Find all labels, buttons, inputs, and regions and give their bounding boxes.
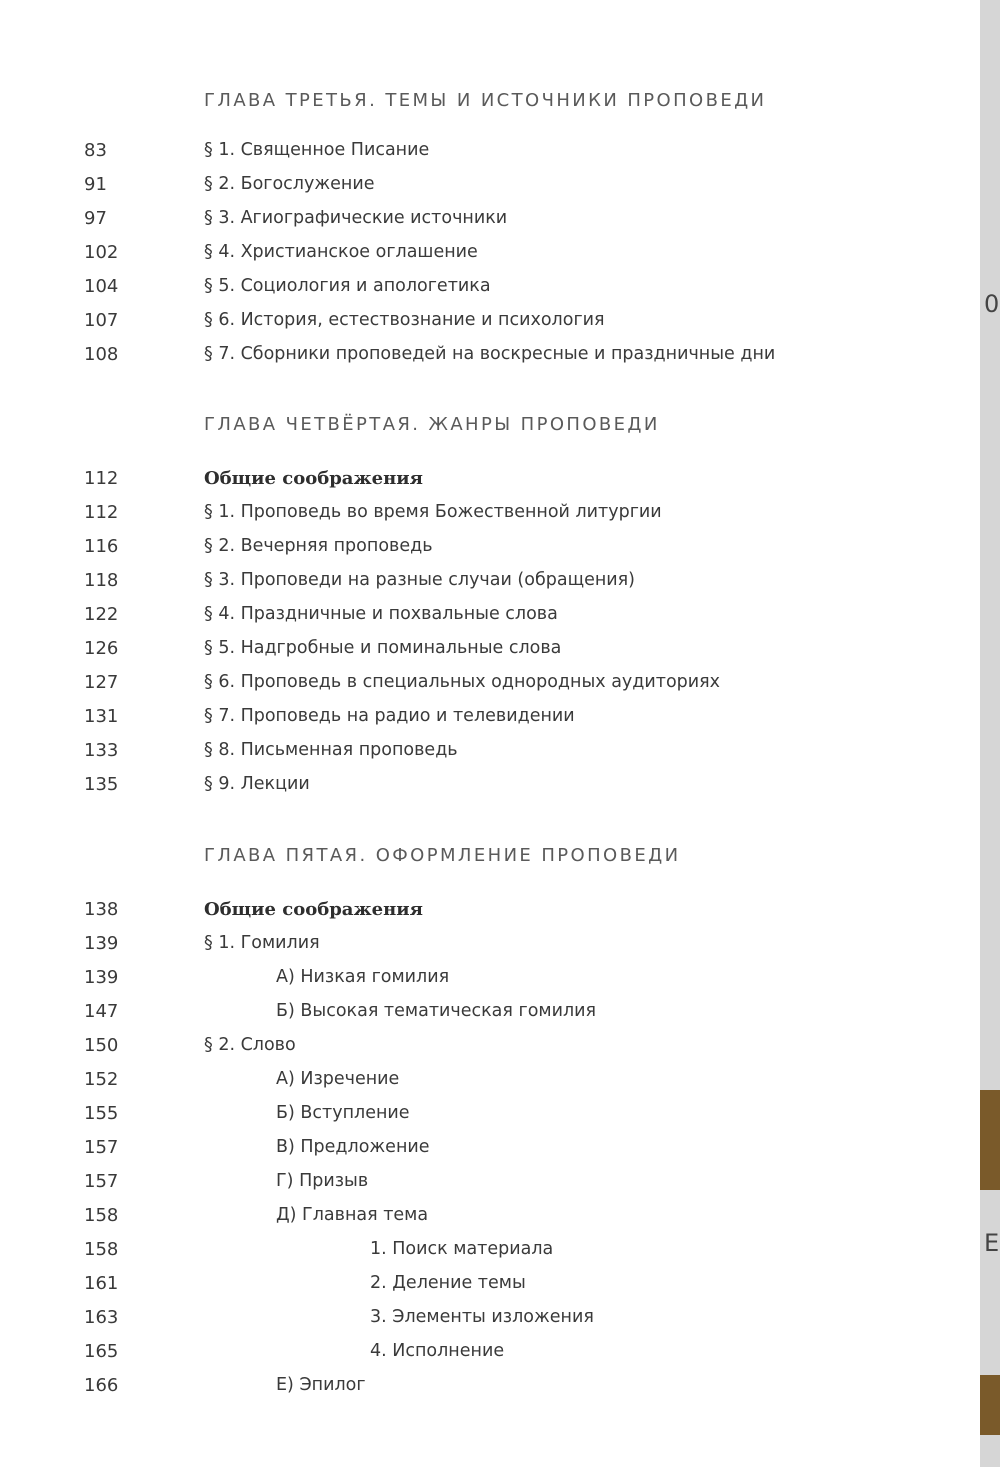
- toc-entry-title: § 2. Вечерняя проповедь: [204, 536, 433, 556]
- toc-entry[interactable]: [0, 468, 980, 502]
- toc-page-number: 152: [84, 1069, 119, 1090]
- toc-entry[interactable]: [0, 276, 980, 310]
- toc-page-number: 155: [84, 1103, 119, 1124]
- toc-entry[interactable]: [0, 1273, 980, 1307]
- toc-entry[interactable]: [0, 310, 980, 344]
- toc-page-number: 112: [84, 468, 119, 489]
- toc-entry-title: Общие соображения: [204, 899, 423, 920]
- toc-page-number: 102: [84, 242, 119, 263]
- toc-entry[interactable]: [0, 208, 980, 242]
- toc-entry-title: § 3. Проповеди на разные случаи (обращения): [204, 570, 636, 590]
- toc-entry[interactable]: [0, 740, 980, 774]
- toc-page-number: 138: [84, 899, 119, 920]
- toc-entry-title: Г) Призыв: [276, 1171, 369, 1191]
- toc-entry[interactable]: [0, 1307, 980, 1341]
- toc-entry-title: А) Низкая гомилия: [276, 967, 450, 987]
- toc-entry-title: Д) Главная тема: [276, 1205, 429, 1225]
- side-panel-strip[interactable]: [980, 0, 1000, 1467]
- toc-entry[interactable]: [0, 933, 980, 967]
- toc-page-number: 139: [84, 933, 119, 954]
- toc-entry-title: § 4. Христианское оглашение: [204, 242, 478, 262]
- side-panel-glyph: 0: [984, 290, 1000, 318]
- toc-entry-title: § 6. История, естествознание и психология: [204, 310, 605, 330]
- toc-entry-title: § 7. Сборники проповедей на воскресные и праздничные дни: [204, 344, 776, 364]
- toc-entry-title: § 6. Проповедь в специальных однородных аудиториях: [204, 672, 721, 692]
- toc-entry-title: 3. Элементы изложения: [370, 1307, 594, 1327]
- toc-entry[interactable]: [0, 1035, 980, 1069]
- toc-entry[interactable]: [0, 672, 980, 706]
- toc-entry[interactable]: [0, 706, 980, 740]
- toc-entry[interactable]: [0, 1375, 980, 1409]
- toc-entry-title: § 9. Лекции: [204, 774, 310, 794]
- toc-entry-title: А) Изречение: [276, 1069, 400, 1089]
- toc-entry[interactable]: [0, 1171, 980, 1205]
- toc-page-number: 97: [84, 208, 107, 229]
- toc-page-number: 108: [84, 344, 119, 365]
- toc-entry[interactable]: [0, 1069, 980, 1103]
- toc-entry[interactable]: [0, 604, 980, 638]
- toc-entry-title: 4. Исполнение: [370, 1341, 505, 1361]
- toc-page-number: 118: [84, 570, 119, 591]
- toc-page-number: 157: [84, 1171, 119, 1192]
- toc-entry-title: § 5. Надгробные и поминальные слова: [204, 638, 562, 658]
- toc-entry[interactable]: [0, 1205, 980, 1239]
- side-panel-fragment: [980, 290, 1000, 320]
- toc-page-number: 158: [84, 1239, 119, 1260]
- toc-page-number: 158: [84, 1205, 119, 1226]
- toc-entry[interactable]: [0, 570, 980, 604]
- side-panel-fragment: [980, 1225, 1000, 1265]
- toc-entry-title: 1. Поиск материала: [370, 1239, 554, 1259]
- toc-entry[interactable]: [0, 344, 980, 378]
- toc-entry[interactable]: [0, 1103, 980, 1137]
- toc-entry-title: § 2. Слово: [204, 1035, 296, 1055]
- toc-entry-title: Общие соображения: [204, 468, 423, 489]
- toc-page-number: 135: [84, 774, 119, 795]
- toc-entry[interactable]: [0, 140, 980, 174]
- toc-page-number: 116: [84, 536, 119, 557]
- toc-page-number: 166: [84, 1375, 119, 1396]
- toc-page-number: 157: [84, 1137, 119, 1158]
- toc-entry-title: § 1. Гомилия: [204, 933, 320, 953]
- toc-entry-title: Е) Эпилог: [276, 1375, 366, 1395]
- toc-entry-title: § 8. Письменная проповедь: [204, 740, 458, 760]
- toc-page-number: 163: [84, 1307, 119, 1328]
- toc-page-number: 161: [84, 1273, 119, 1294]
- toc-page-number: 150: [84, 1035, 119, 1056]
- toc-entry-title: Б) Вступление: [276, 1103, 410, 1123]
- chapter-title: ГЛАВА ПЯТАЯ. ОФОРМЛЕНИЕ ПРОПОВЕДИ: [204, 845, 681, 866]
- toc-entry-title: § 2. Богослужение: [204, 174, 375, 194]
- toc-page-number: 147: [84, 1001, 119, 1022]
- toc-entry[interactable]: [0, 967, 980, 1001]
- side-panel-glyph: Е: [984, 1229, 1000, 1257]
- toc-entry[interactable]: [0, 638, 980, 672]
- toc-page-number: 122: [84, 604, 119, 625]
- toc-entry-title: 2. Деление темы: [370, 1273, 526, 1293]
- toc-page-number: 91: [84, 174, 107, 195]
- toc-page-number: 165: [84, 1341, 119, 1362]
- toc-entry[interactable]: [0, 502, 980, 536]
- toc-entry[interactable]: [0, 1137, 980, 1171]
- toc-entry[interactable]: [0, 1341, 980, 1375]
- toc-entry[interactable]: [0, 899, 980, 933]
- toc-entry-title: § 3. Агиографические источники: [204, 208, 508, 228]
- toc-page-number: 112: [84, 502, 119, 523]
- toc-entry[interactable]: [0, 174, 980, 208]
- toc-entry-title: § 5. Социология и апологетика: [204, 276, 491, 296]
- toc-entry-title: § 1. Проповедь во время Божественной литургии: [204, 502, 662, 522]
- toc-entry[interactable]: [0, 536, 980, 570]
- toc-entry[interactable]: [0, 774, 980, 808]
- toc-page-number: 126: [84, 638, 119, 659]
- side-panel-accent-band: [980, 1375, 1000, 1435]
- chapter-title: ГЛАВА ЧЕТВЁРТАЯ. ЖАНРЫ ПРОПОВЕДИ: [204, 414, 660, 435]
- toc-page-number: 131: [84, 706, 119, 727]
- toc-entry-title: Б) Высокая тематическая гомилия: [276, 1001, 597, 1021]
- toc-page-number: 127: [84, 672, 119, 693]
- toc-page-number: 139: [84, 967, 119, 988]
- toc-entry[interactable]: [0, 242, 980, 276]
- toc-page-number: 104: [84, 276, 119, 297]
- toc-page-number: 83: [84, 140, 107, 161]
- side-panel-accent-band: [980, 1090, 1000, 1190]
- toc-entry[interactable]: [0, 1001, 980, 1035]
- toc-entry[interactable]: [0, 1239, 980, 1273]
- toc-entry-title: § 7. Проповедь на радио и телевидении: [204, 706, 575, 726]
- toc-page-number: 107: [84, 310, 119, 331]
- toc-entry-title: § 4. Праздничные и похвальные слова: [204, 604, 558, 624]
- toc-entry-title: § 1. Священное Писание: [204, 140, 430, 160]
- toc-entry-title: В) Предложение: [276, 1137, 430, 1157]
- toc-page-number: 133: [84, 740, 119, 761]
- chapter-title: ГЛАВА ТРЕТЬЯ. ТЕМЫ И ИСТОЧНИКИ ПРОПОВЕДИ: [204, 90, 767, 111]
